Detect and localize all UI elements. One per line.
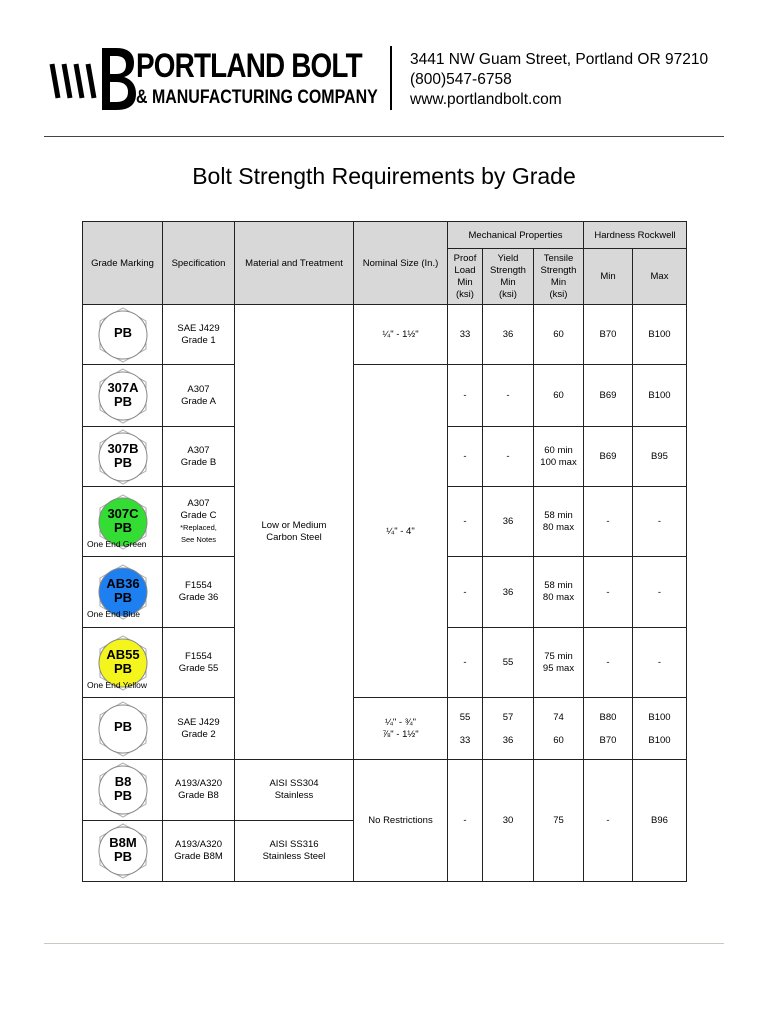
svg-text:AB55: AB55 <box>105 646 140 662</box>
svg-text:PB: PB <box>113 788 132 803</box>
header-hardness-min: Min <box>584 249 633 305</box>
svg-text:PB: PB <box>113 590 132 605</box>
hardness-min-cell: B70 <box>584 305 633 365</box>
tensile-cell: 60 min 100 max <box>540 444 577 468</box>
grade-marking-icon <box>95 307 151 363</box>
specification-cell: A307 Grade B <box>180 444 217 468</box>
grade-marking <box>85 307 160 363</box>
grade-marking <box>85 762 160 818</box>
tensile-cell: 74 60 <box>553 711 564 746</box>
hardness-min-cell: - <box>584 760 633 882</box>
header-nominal-size: Nominal Size (In.) <box>354 222 448 305</box>
header-hardness: Hardness Rockwell <box>584 222 687 249</box>
proof-load-cell: - <box>448 365 483 427</box>
svg-text:PB: PB <box>113 718 132 734</box>
hardness-max-cell: - <box>633 557 687 628</box>
hardness-min-cell: B69 <box>584 427 633 487</box>
page-header <box>44 36 724 136</box>
specification-cell: SAE J429 Grade 1 <box>177 322 220 346</box>
grade-marking <box>85 701 160 757</box>
hardness-min-cell: - <box>584 557 633 628</box>
tensile-cell: 58 min 80 max <box>542 509 575 533</box>
specification-cell: SAE J429 Grade 2 <box>177 716 220 740</box>
specification-cell: A307 Grade A <box>181 383 216 407</box>
grade-marking-icon <box>95 701 151 757</box>
hardness-min-cell: - <box>584 628 633 698</box>
bolt-logo-icon <box>44 44 136 114</box>
proof-cell: 55 33 <box>459 711 471 746</box>
table-row <box>83 760 687 821</box>
address-line: 3441 NW Guam Street, Portland OR 97210 <box>410 51 709 68</box>
yield-cell: - <box>483 365 534 427</box>
hardness-max-cell: B96 <box>633 760 687 882</box>
tensile-cell: 75 <box>534 760 584 882</box>
yield-cell: - <box>483 427 534 487</box>
svg-text:PB: PB <box>113 393 132 409</box>
nominal-size-cell: ¼" - ¾" ⅞" - 1½" <box>382 716 419 740</box>
website-link[interactable]: www.portlandbolt.com <box>410 91 562 108</box>
svg-text:AB36: AB36 <box>105 576 140 591</box>
logo-name: PORTLAND BOLT <box>136 47 362 85</box>
phone-line: (800)547-6758 <box>410 71 512 88</box>
svg-text:B8M: B8M <box>108 835 137 850</box>
marking-caption: One End Blue <box>87 609 140 619</box>
tensile-cell: 60 <box>553 389 564 401</box>
proof-load-cell: - <box>448 487 483 557</box>
grade-marking <box>85 635 160 691</box>
header-material: Material and Treatment <box>235 222 354 305</box>
page-title: Bolt Strength Requirements by Grade <box>192 163 576 189</box>
header-grade-marking: Grade Marking <box>83 222 163 305</box>
marking-caption: One End Yellow <box>87 679 148 690</box>
header-rule <box>44 136 724 137</box>
svg-text:PB: PB <box>113 454 132 470</box>
svg-text:307A: 307A <box>106 379 139 395</box>
specification-cell: F1554 Grade 36 <box>178 580 219 603</box>
hmin-cell: B80 B70 <box>599 711 617 746</box>
yield-cell: 36 <box>483 305 534 365</box>
svg-text:B8: B8 <box>114 774 131 789</box>
tensile-cell: 58 min 80 max <box>542 580 575 603</box>
hardness-max-cell: B100 <box>633 365 687 427</box>
grade-marking-icon <box>95 762 151 818</box>
table-row <box>83 365 687 427</box>
header-tensile: Tensile Strength Min (ksi) <box>534 249 584 305</box>
material-cell: Low or Medium Carbon Steel <box>261 520 327 543</box>
material-cell: AISI SS304 Stainless <box>269 778 319 801</box>
yield-cell: 57 36 <box>502 711 514 746</box>
hardness-min-cell: - <box>584 487 633 557</box>
hardness-min-cell: B69 <box>584 365 633 427</box>
proof-load-cell: - <box>448 427 483 487</box>
svg-text:307C: 307C <box>106 505 139 521</box>
specification-cell: A193/A320 Grade B8M <box>174 839 223 862</box>
yield-cell: 36 <box>483 557 534 628</box>
footer-rule <box>44 943 724 944</box>
grade-marking-icon <box>95 429 151 485</box>
hardness-max-cell: - <box>633 628 687 698</box>
svg-text:307B: 307B <box>106 440 139 456</box>
specification-cell: F1554 Grade 55 <box>178 650 219 674</box>
header-proof-load: Proof Load Min (ksi) <box>448 249 483 305</box>
svg-text:PB: PB <box>113 849 132 864</box>
header-divider <box>390 46 392 110</box>
tensile-cell: 75 min 95 max <box>542 650 575 674</box>
grade-marking-icon <box>95 368 151 424</box>
proof-load-cell: - <box>448 557 483 628</box>
proof-load-cell: - <box>448 760 483 882</box>
hmax-cell: B100 B100 <box>648 711 671 746</box>
contact-info <box>410 50 708 110</box>
grade-marking <box>85 368 160 424</box>
yield-cell: 30 <box>483 760 534 882</box>
svg-text:PB: PB <box>113 519 132 535</box>
svg-text:PB: PB <box>113 324 132 340</box>
material-cell: AISI SS316 Stainless Steel <box>262 839 326 862</box>
table-row <box>83 698 687 760</box>
hardness-max-cell: B100 <box>633 305 687 365</box>
specification-cell: A193/A320 Grade B8 <box>174 778 222 801</box>
grade-marking <box>85 823 160 879</box>
header-mechanical: Mechanical Properties <box>448 222 584 249</box>
spec-note: *Replaced, See Notes <box>180 522 217 544</box>
svg-text:PB: PB <box>113 660 132 676</box>
tensile-cell: 60 <box>553 328 564 340</box>
header-hardness-max: Max <box>633 249 687 305</box>
proof-load-cell: - <box>448 628 483 698</box>
header-yield: Yield Strength Min (ksi) <box>483 249 534 305</box>
nominal-size-cell: ¼" - 4" <box>354 365 448 698</box>
grade-marking <box>85 429 160 485</box>
yield-cell: 36 <box>483 487 534 557</box>
specification-cell: A307 Grade C <box>180 497 217 521</box>
grade-marking <box>85 494 160 550</box>
nominal-size-cell: ¼" - 1½" <box>354 305 448 365</box>
company-logo <box>44 44 384 114</box>
bolt-strength-table <box>82 221 687 882</box>
marking-caption: One End Green <box>87 538 147 549</box>
proof-load-cell: 33 <box>448 305 483 365</box>
table-row <box>83 305 687 365</box>
hardness-max-cell: - <box>633 487 687 557</box>
grade-marking-icon <box>95 823 151 879</box>
yield-cell: 55 <box>483 628 534 698</box>
hardness-max-cell: B95 <box>633 427 687 487</box>
header-specification: Specification <box>163 222 235 305</box>
grade-marking <box>85 564 160 620</box>
nominal-size-cell: No Restrictions <box>354 760 448 882</box>
logo-subname: & MANUFACTURING COMPANY <box>136 87 378 108</box>
